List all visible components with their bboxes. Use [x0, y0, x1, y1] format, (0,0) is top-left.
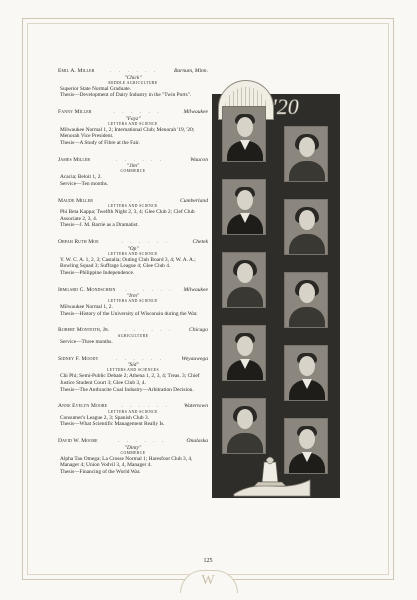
student-name: Emil A. Miller [58, 68, 95, 74]
entry-detail-line: Thesis—J. M. Barrie as a Dramatist. [60, 222, 139, 229]
entry-detail-line: Acacia; Beloit 1, 2. [60, 174, 102, 181]
leader-dots: . . . . . . [113, 108, 162, 115]
hometown: Milwaukee [183, 108, 208, 115]
entry-detail-line: Thesis—A Study of Fibre at the Fair. [60, 139, 140, 146]
entry-detail-line: Superior State Normal Graduate. [60, 85, 131, 92]
college-label: LETTERS AND SCIENCES [106, 368, 160, 373]
senior-entry [58, 239, 208, 277]
entry-heading [58, 403, 208, 410]
student-name: Sidney F. Moody [58, 355, 99, 362]
entry-detail-line: Thesis—History of the University of Wisconsin during the War. [60, 310, 198, 317]
nickname: "Fayz" [125, 115, 141, 122]
student-portrait [222, 325, 266, 381]
leader-dots: . . . . . . [121, 403, 170, 410]
entry-detail-line: Consumer's League 2, 3; Spanish Club 3. [60, 414, 150, 421]
entry-heading [58, 438, 208, 445]
class-year-mark: '20 [272, 94, 299, 119]
entry-heading [58, 68, 208, 75]
entry-detail-line: Alpha Tau Omega; La Crosse Normal 1; Haresfoot Club 3, 4, Manager 4; Union Vodvil 3, 4, Manager 4. [60, 455, 193, 469]
college-label: MIDDLE AGRICULTURE [108, 80, 158, 85]
senior-entry [58, 198, 208, 229]
nickname: "Op" [127, 245, 139, 252]
entry-detail-line: Thesis—Philippine Independence. [60, 269, 135, 276]
hometown: Cumberland [180, 197, 208, 204]
senior-entry [58, 157, 208, 188]
nickname: "Jim" [126, 163, 140, 170]
student-name: David W. Moore [58, 438, 98, 445]
senior-entry [58, 68, 208, 99]
senior-entries-column [58, 68, 208, 486]
student-portrait [284, 272, 328, 328]
hometown: Barnum, Minn. [173, 68, 208, 74]
nickname: "Chick" [124, 74, 142, 81]
entry-detail-line: Chi Phi; Semi-Public Debate 2; Athena 1, 2, 3, 4; Treas. 3; Chief Justice Student Court 3; Glee Club 3, 4. [60, 373, 200, 387]
student-name: James Miller [58, 156, 91, 163]
hometown: Milwaukee [183, 286, 208, 293]
hometown: Waucon [190, 156, 208, 163]
student-portrait [284, 345, 328, 401]
nickname: "Dinty" [124, 444, 142, 451]
leader-dots: . . . . . . [124, 327, 174, 334]
leader-dots: . . . . . . [112, 197, 161, 204]
entry-detail-line: Y. W. C. A. 1, 2, 3; Castalia; Outing Club Board 3, 4; W. A. A.; Bowling Squad 3; Suffrage League 4; Glee Club 4. [60, 256, 196, 270]
nickname: "Sid" [127, 362, 139, 369]
leader-dots: . . . . . . [125, 286, 174, 293]
student-portrait [222, 398, 266, 454]
senior-entry [58, 356, 208, 394]
entry-detail-line: Thesis—What Scientific Management Really Is. [60, 421, 165, 428]
college-label: LETTERS AND SCIENCE [108, 299, 158, 304]
entry-heading [58, 157, 208, 164]
college-label: LETTERS AND SCIENCE [108, 251, 158, 256]
student-portrait [222, 179, 266, 235]
student-portrait [222, 106, 266, 162]
college-label: LETTERS AND SCIENCE [108, 409, 158, 414]
entry-heading [58, 327, 208, 334]
entry-detail-line: Thesis—The Anthracite Coal Industry—Arbitration Decision. [60, 386, 194, 393]
entry-heading [58, 198, 208, 205]
entry-heading [58, 239, 208, 246]
leader-dots: . . . . . . [115, 355, 165, 362]
hometown: Watertown [183, 403, 208, 410]
student-name: Robert Monteith, Jr. [58, 327, 110, 334]
senior-entry [58, 438, 208, 476]
student-portrait [284, 199, 328, 255]
college-label: COMMERCE [120, 450, 146, 455]
leader-dots: . . . . . . [117, 438, 167, 445]
leader-dots: . . . . . . [115, 156, 165, 163]
entry-detail-line: Phi Beta Kappa; Twelfth Night 2, 3, 4; Glee Club 2; Clef Club Associate 2, 3, 4. [60, 209, 195, 222]
senior-entry [58, 327, 208, 345]
entry-detail-line: Milwaukee Normal 1, 2. [60, 304, 113, 311]
entry-heading [58, 109, 208, 116]
college-label: LETTERS AND SCIENCE [108, 204, 158, 209]
college-label: LETTERS AND SCIENCE [108, 121, 158, 126]
student-name: Orpah Ruth Moe [58, 238, 99, 245]
hometown: Onalaska [186, 438, 208, 445]
leader-dots: . . . . . . [121, 238, 170, 245]
torch-seal-ornament [230, 456, 314, 500]
entry-detail-line: Service—Three months. [60, 339, 113, 346]
student-portrait [284, 126, 328, 182]
entry-detail-line: Thesis—Financing of the World War. [60, 469, 141, 476]
entry-heading [58, 287, 208, 294]
nickname: "Irm" [126, 293, 140, 300]
entry-detail-line: Service—Ten months. [60, 180, 109, 187]
senior-entry [58, 403, 208, 428]
college-label: COMMERCE [120, 169, 146, 174]
w-monogram-ornament: W [201, 573, 215, 588]
student-name: Fanny Miller [58, 108, 92, 115]
senior-entry [58, 109, 208, 147]
page-number: 125 [203, 558, 213, 564]
student-portrait [222, 252, 266, 308]
senior-entry [58, 287, 208, 318]
leader-dots: . . . . . . [109, 68, 159, 74]
student-name: Maude Miller [58, 197, 93, 204]
college-label: AGRICULTURE [117, 334, 149, 339]
hometown: Weyauwega [181, 355, 208, 362]
entry-detail-line: Milwaukee Normal 1, 2; International Club; Menorah '19, '20; Menorah Vice President. [60, 126, 195, 140]
entry-detail-line: Thesis—Development of Dairy Industry in the "Twin Ports". [60, 92, 192, 99]
student-name: Irmgard C. Mondschein [58, 286, 116, 293]
hometown: Chetek [192, 238, 208, 245]
hometown: Chicago [189, 327, 208, 334]
student-name: Anne Evelyn Moore [58, 403, 108, 410]
entry-heading [58, 356, 208, 363]
